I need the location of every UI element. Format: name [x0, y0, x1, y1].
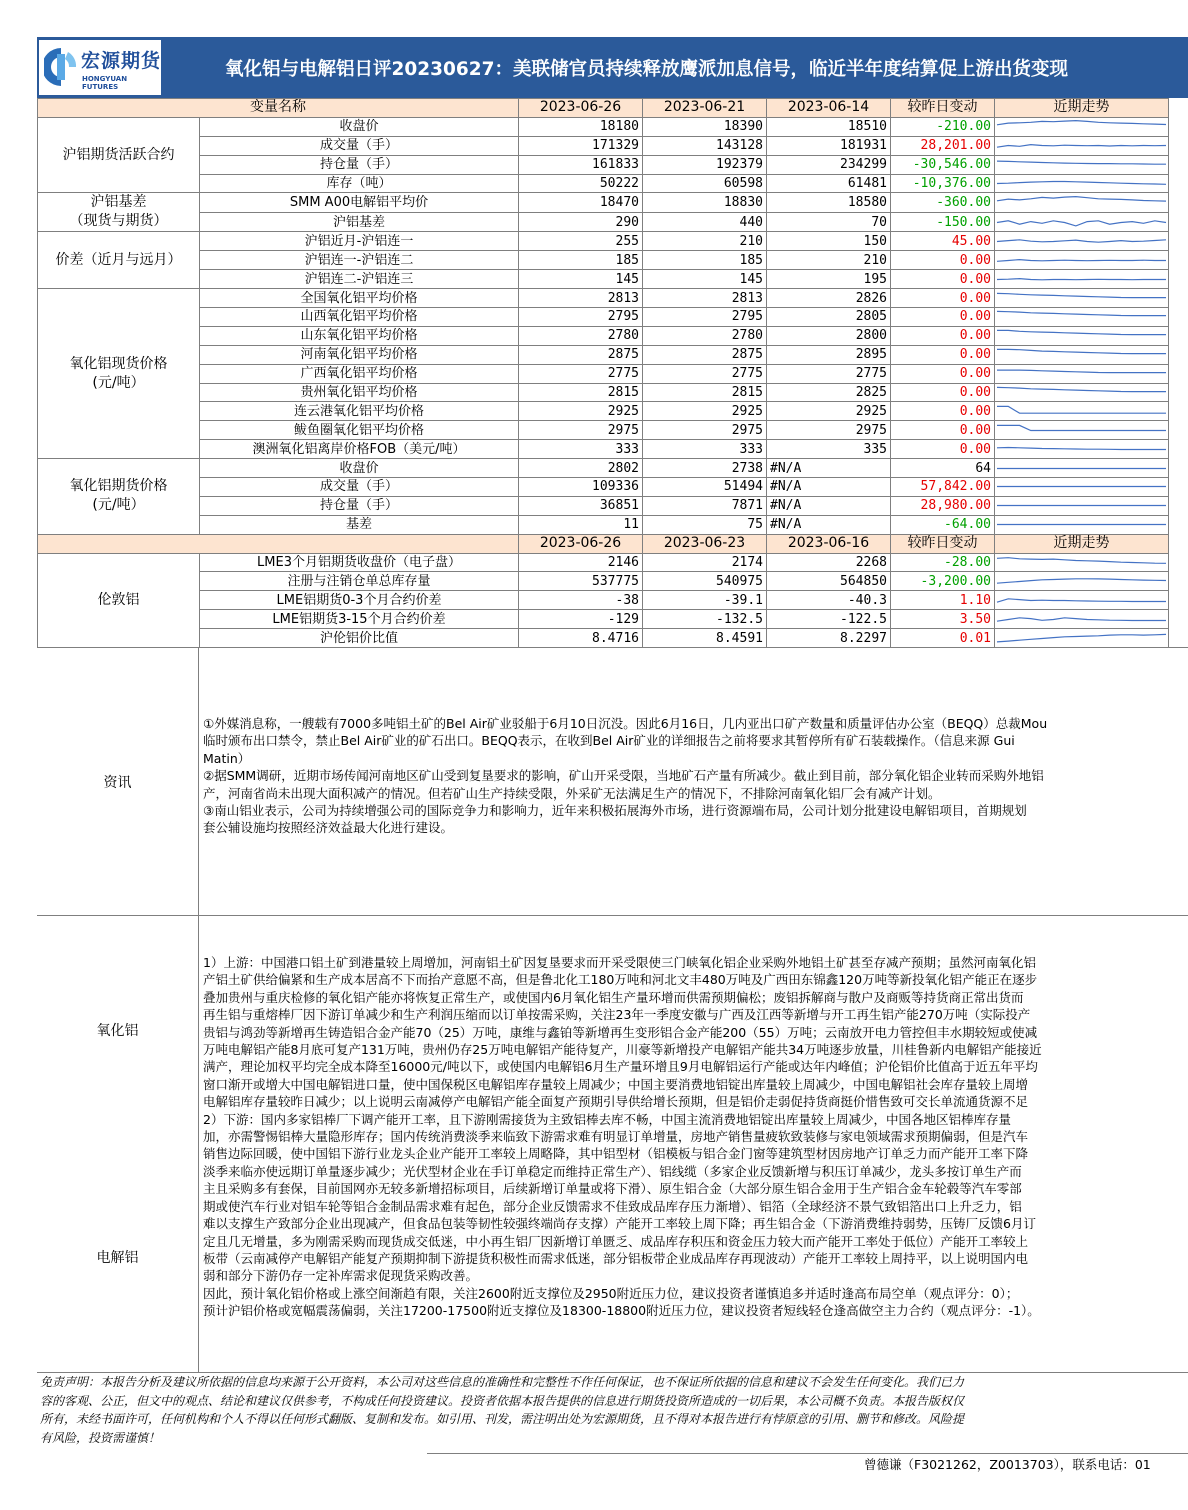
- value-cell: 36851: [519, 496, 643, 515]
- value-cell: 2775: [643, 364, 767, 383]
- header-cell: 2023-06-26: [519, 99, 643, 118]
- value-cell: 2146: [519, 553, 643, 572]
- value-cell: 70: [767, 212, 891, 232]
- value-cell: 2268: [767, 553, 891, 572]
- variable-name: 基差: [200, 515, 519, 534]
- value-cell: 234299: [767, 155, 891, 174]
- value-cell: 2795: [519, 308, 643, 327]
- value-cell: 181931: [767, 136, 891, 155]
- table-row: [38, 515, 1169, 534]
- value-cell: -40.3: [767, 591, 891, 610]
- variable-name: LME3个月铝期货收盘价（电子盘）: [200, 553, 519, 572]
- author-line: [427, 1453, 1188, 1476]
- value-cell: #N/A: [767, 515, 891, 534]
- trend-sparkline: [995, 327, 1168, 344]
- electrolytic-aluminum-label: 电解铝: [96, 1250, 139, 1266]
- variable-name: 广西氧化铝平均价格: [200, 364, 519, 383]
- value-cell: #N/A: [767, 459, 891, 478]
- value-cell: 161833: [519, 155, 643, 174]
- change-cell: 57,842.00: [891, 478, 995, 497]
- trend-sparkline: [995, 137, 1168, 154]
- value-cell: 2925: [643, 402, 767, 421]
- header-cell: 2023-06-23: [643, 534, 767, 553]
- variable-name: 成交量（手）: [200, 478, 519, 497]
- value-cell: 335: [767, 440, 891, 459]
- header-cell: 2023-06-26: [519, 534, 643, 553]
- disclaimer: 免责声明：本报告分析及建议所依据的信息均来源于公开资料，本公司对这些信息的准确性和完整性不作任何保证，也不保证所依据的信息和建议不会发生任何变化。我们已力 容的客观、公正，但文中的观点、结论和建议仅供参考，不构成任何投资建议。投资者依据本报告提供的信息进行期货投资所造成的一切后果，本公司概不负责。本报告版权仅 所有，未经书面许可，任何机构和个人不得以任何形式翻版、复制和发布。如引用、刊发，需注明出处为宏源期货，且不得对本报告进行有悖原意的引用、删节和修改。风险提 有风险，投资需谨慎！: [37, 1372, 1188, 1452]
- value-cell: 2780: [519, 326, 643, 345]
- value-cell: 18830: [643, 193, 767, 213]
- header-cell: 2023-06-14: [767, 99, 891, 118]
- trend-sparkline: [995, 271, 1168, 288]
- data-table: [37, 98, 1169, 648]
- change-cell: -30,546.00: [891, 155, 995, 174]
- trend-sparkline: [995, 573, 1168, 590]
- value-cell: 18390: [643, 117, 767, 136]
- analysis-labels: [37, 916, 199, 1372]
- trend-cell: [995, 553, 1169, 572]
- value-cell: -38: [519, 591, 643, 610]
- trend-cell: [995, 308, 1169, 327]
- value-cell: 2925: [767, 402, 891, 421]
- header-cell: 较昨日变动: [891, 534, 995, 553]
- value-cell: 290: [519, 212, 643, 232]
- variable-name: 沪铝连一-沪铝连二: [200, 251, 519, 270]
- value-cell: 210: [767, 251, 891, 270]
- value-cell: 440: [643, 212, 767, 232]
- change-cell: 0.00: [891, 251, 995, 270]
- trend-cell: [995, 270, 1169, 289]
- table-row: [38, 496, 1169, 515]
- trend-cell: [995, 155, 1169, 174]
- change-cell: -360.00: [891, 193, 995, 213]
- variable-name: 收盘价: [200, 459, 519, 478]
- trend-cell: [995, 251, 1169, 270]
- trend-cell: [995, 478, 1169, 497]
- value-cell: 2795: [643, 308, 767, 327]
- trend-cell: [995, 326, 1169, 345]
- change-cell: -3,200.00: [891, 572, 995, 591]
- trend-sparkline: [995, 252, 1168, 269]
- table-row: [38, 572, 1169, 591]
- trend-sparkline: [995, 384, 1168, 401]
- alumina-label: 氧化铝: [96, 1023, 139, 1039]
- news-section: [37, 647, 1188, 915]
- trend-cell: [995, 174, 1169, 193]
- value-cell: 7871: [643, 496, 767, 515]
- change-cell: 0.00: [891, 326, 995, 345]
- variable-name: 沪铝基差: [200, 212, 519, 232]
- value-cell: 11: [519, 515, 643, 534]
- value-cell: 61481: [767, 174, 891, 193]
- variable-name: 成交量（手）: [200, 136, 519, 155]
- trend-cell: [995, 289, 1169, 308]
- change-cell: -150.00: [891, 212, 995, 232]
- value-cell: 195: [767, 270, 891, 289]
- value-cell: 2875: [643, 345, 767, 364]
- trend-cell: [995, 496, 1169, 515]
- change-cell: 28,980.00: [891, 496, 995, 515]
- variable-name: 鲅鱼圈氧化铝平均价格: [200, 421, 519, 440]
- value-cell: 75: [643, 515, 767, 534]
- trend-sparkline: [995, 592, 1168, 609]
- value-cell: 51494: [643, 478, 767, 497]
- trend-cell: [995, 193, 1169, 213]
- table-row: [38, 591, 1169, 610]
- value-cell: 18180: [519, 117, 643, 136]
- value-cell: 540975: [643, 572, 767, 591]
- value-cell: 2875: [519, 345, 643, 364]
- group-label: 氧化铝现货价格 (元/吨）: [38, 289, 200, 459]
- header-cell: 较昨日变动: [891, 99, 995, 118]
- value-cell: -122.5: [767, 610, 891, 629]
- change-cell: -28.00: [891, 553, 995, 572]
- change-cell: 28,201.00: [891, 136, 995, 155]
- trend-cell: [995, 591, 1169, 610]
- variable-name: SMM A00电解铝平均价: [200, 193, 519, 213]
- value-cell: 60598: [643, 174, 767, 193]
- value-cell: 2975: [519, 421, 643, 440]
- change-cell: 0.01: [891, 629, 995, 648]
- change-cell: 0.00: [891, 289, 995, 308]
- variable-name: 库存（吨）: [200, 174, 519, 193]
- variable-name: 沪铝近月-沪铝连一: [200, 232, 519, 251]
- value-cell: 109336: [519, 478, 643, 497]
- change-cell: 64: [891, 459, 995, 478]
- header-cell: 近期走势: [995, 99, 1169, 118]
- value-cell: 210: [643, 232, 767, 251]
- value-cell: 564850: [767, 572, 891, 591]
- table-row: [38, 629, 1169, 648]
- table-row: [38, 136, 1169, 155]
- value-cell: 192379: [643, 155, 767, 174]
- trend-cell: [995, 459, 1169, 478]
- change-cell: 0.00: [891, 345, 995, 364]
- table-row: [38, 232, 1169, 251]
- variable-name: 河南氧化铝平均价格: [200, 345, 519, 364]
- change-cell: 0.00: [891, 402, 995, 421]
- value-cell: 2975: [643, 421, 767, 440]
- change-cell: -64.00: [891, 515, 995, 534]
- trend-cell: [995, 212, 1169, 232]
- variable-name: LME铝期货3-15个月合约价差: [200, 610, 519, 629]
- variable-name: 澳洲氧化铝离岸价格FOB（美元/吨）: [200, 440, 519, 459]
- trend-cell: [995, 629, 1169, 648]
- variable-name: 注册与注销仓单总库存量: [200, 572, 519, 591]
- trend-cell: [995, 117, 1169, 136]
- trend-sparkline: [995, 460, 1168, 477]
- change-cell: 0.00: [891, 308, 995, 327]
- table-row: [38, 193, 1169, 213]
- trend-cell: [995, 402, 1169, 421]
- value-cell: 2174: [643, 553, 767, 572]
- table-row: [38, 364, 1169, 383]
- table-row: [38, 117, 1169, 136]
- analysis-text: 1）上游：中国港口铝土矿到港量较上周增加，河南铝土矿因复垦要求而开采受限使三门峡氧化铝企业采购外地铝土矿甚至存减产预期；虽然河南氧化铝 产铝土矿供给偏紧和生产成本居高不下而抬产意愿不高，但是鲁北化工180万吨和河北文丰480万吨及广西田东锦鑫120万吨等新投氧化铝产能正在逐步 叠加贵州与重庆检修的氧化铝产能亦将恢复正常生产，或使国内6月氧化铝生产量环增而供需预期偏松；废铝拆解商与散户及商贩等持货商正常出货而 再生铝与重熔棒厂因下游订单减少和生产利润压缩而以订单按需采购，关注23年一季度安徽与广西及江西等新增与开工再生铝产能270万吨（实际投产 贵铝与鸿劲等新增再生铸造铝合金产能70（25）万吨，康维与鑫铂等新增再生变形铝合金产能200（55）万吨；云南放开电力管控但丰水期较短或使减 万吨电解铝产能8月底可复产131万吨，贵州仍存25万吨电解铝产能待复产，川豪等新增投产电解铝产能共34万吨逐步放量，川桂鲁新内电解铝产能接近 满产，理论加权平均完全成本降至16000元/吨以下，或使国内电解铝6月生产量环增且9月电解铝运行产能或达年内峰值；沪伦铝价比值高于近五年平均 窗口渐开或增大中国电解铝进口量，使中国保税区电解铝库存量较上周减少；中国主要消费地铝锭出库量较上周减少，中国电解铝社会库存量较上周增 电解铝库存量较昨日减少；以上说明云南减停产电解铝产能全面复产预期引导供给增长预期，但是铝价走弱促持货商挺价惜售致可交长单流通货源不足 2）下游：国内多家铝棒厂下调产能开工率，且下游刚需接货为主致铝棒去库不畅，中国主流消费地铝锭出库量较上周减少，中国各地区铝棒库存量 加，亦需警惕铝棒大量隐形库存；国内传统消费淡季来临致下游需求难有明显订单增量，房地产销售量疲软致装修与家电领域需求预期偏弱，但是汽车 销售边际回暖，使中国铝下游行业龙头企业产能开工率较上周略降，其中铝型材（铝模板与铝合金门窗等建筑型材因房地产订单乏力而产能开工率下降 淡季来临亦使远期订单量逐步减少；光伏型材企业在手订单稳定而维持正常生产）、铝线缆（多家企业反馈新增与积压订单减少，龙头多按订单生产而 主且采购多有套保，目前国网亦无较多新增招标项目，后续新增订单量或将下滑）、原生铝合金（大部分原生铝合金用于生产铝合金车轮毂等汽车零部 期或使汽车行业对铝车轮等铝合金制品需求难有起色，部分企业反馈需求不佳致成品库存压力渐增）、铝箔（全球经济不景气致铝箔出口上升乏力，铝 难以支撑生产致部分企业出现减产，但食品包装等韧性较强终端尚存支撑）产能开工率较上周下降；再生铝合金（下游消费维持弱势，压铸厂反馈6月订 定且几无增量，多为刚需采购而现货成交低迷，中小再生铝厂因新增订单匮乏、成品库存积压和资金压力较大而产能开工率处于低位）产能开工率较上 板带（云南减停产电解铝产能复产预期抑制下游提货积极性而需求低迷，部分铝板带企业成品库存再现波动）产能开工率较上周持平，以上说明国内电 弱和部分下游仍存一定补库需求促现货采购改善。 因此，预计氧化铝价格或上涨空间渐趋有限，关注2600附近支撑位及2950附近压力位，建议投资者谨慎追多并适时逢高布局空单（观点评分：0）； 预计沪铝价格或宽幅震荡偏弱，关注17200-17500附近支撑位及18300-18800附近压力位，建议投资者短线轻仓逢高做空主力合约（观点评分：-1）。: [203, 955, 1042, 1319]
- report-header: [37, 37, 1188, 98]
- table-row: [38, 345, 1169, 364]
- value-cell: 2813: [519, 289, 643, 308]
- value-cell: 2815: [519, 383, 643, 402]
- trend-sparkline: [995, 346, 1168, 363]
- change-cell: 0.00: [891, 383, 995, 402]
- trend-sparkline: [995, 441, 1168, 458]
- group-label: 沪铝基差 （现货与期货）: [38, 193, 200, 232]
- value-cell: 18580: [767, 193, 891, 213]
- value-cell: #N/A: [767, 478, 891, 497]
- trend-cell: [995, 383, 1169, 402]
- variable-name: 收盘价: [200, 117, 519, 136]
- value-cell: 185: [519, 251, 643, 270]
- variable-name: 山东氧化铝平均价格: [200, 326, 519, 345]
- value-cell: 150: [767, 232, 891, 251]
- report-sheet: [37, 37, 1188, 1477]
- trend-sparkline: [995, 214, 1168, 231]
- group-label: 伦敦铝: [38, 553, 200, 647]
- value-cell: 2775: [767, 364, 891, 383]
- trend-cell: [995, 610, 1169, 629]
- trend-sparkline: [995, 403, 1168, 420]
- change-cell: 45.00: [891, 232, 995, 251]
- value-cell: 2813: [643, 289, 767, 308]
- table-row: [38, 251, 1169, 270]
- variable-name: 山西氧化铝平均价格: [200, 308, 519, 327]
- change-cell: 1.10: [891, 591, 995, 610]
- trend-sparkline: [995, 308, 1168, 325]
- value-cell: 255: [519, 232, 643, 251]
- logo: [39, 40, 161, 95]
- trend-cell: [995, 136, 1169, 155]
- trend-sparkline: [995, 422, 1168, 439]
- value-cell: 2802: [519, 459, 643, 478]
- value-cell: 333: [519, 440, 643, 459]
- table-row: [38, 270, 1169, 289]
- value-cell: 18470: [519, 193, 643, 213]
- variable-name: 全国氧化铝平均价格: [200, 289, 519, 308]
- value-cell: 2825: [767, 383, 891, 402]
- header-cell: 2023-06-21: [643, 99, 767, 118]
- group-label: 氧化铝期货价格 (元/吨）: [38, 459, 200, 535]
- table-row: [38, 383, 1169, 402]
- value-cell: -132.5: [643, 610, 767, 629]
- value-cell: #N/A: [767, 496, 891, 515]
- trend-cell: [995, 440, 1169, 459]
- value-cell: 333: [643, 440, 767, 459]
- change-cell: -10,376.00: [891, 174, 995, 193]
- trend-cell: [995, 515, 1169, 534]
- change-cell: 0.00: [891, 270, 995, 289]
- value-cell: 2826: [767, 289, 891, 308]
- table-row: [38, 326, 1169, 345]
- value-cell: 185: [643, 251, 767, 270]
- variable-name: 持仓量（手）: [200, 496, 519, 515]
- change-cell: 0.00: [891, 421, 995, 440]
- change-cell: 3.50: [891, 610, 995, 629]
- variable-name: 贵州氧化铝平均价格: [200, 383, 519, 402]
- change-cell: -210.00: [891, 117, 995, 136]
- value-cell: 8.2297: [767, 629, 891, 648]
- trend-cell: [995, 421, 1169, 440]
- hongyuan-logo-icon: [44, 46, 78, 88]
- value-cell: 2738: [643, 459, 767, 478]
- value-cell: 143128: [643, 136, 767, 155]
- value-cell: 2925: [519, 402, 643, 421]
- value-cell: 2780: [643, 326, 767, 345]
- value-cell: 50222: [519, 174, 643, 193]
- value-cell: 2815: [643, 383, 767, 402]
- trend-sparkline: [995, 156, 1168, 173]
- trend-sparkline: [995, 290, 1168, 307]
- header-cell: 变量名称: [38, 99, 519, 118]
- report-title: 氧化铝与电解铝日评20230627：美联储官员持续释放鹰派加息信号，临近半年度结算促上游出货变现: [225, 59, 1068, 80]
- trend-cell: [995, 232, 1169, 251]
- trend-sparkline: [995, 118, 1168, 135]
- table-row: [38, 289, 1169, 308]
- header-cell: 2023-06-16: [767, 534, 891, 553]
- table-header-row: [38, 99, 1169, 118]
- table-row: [38, 155, 1169, 174]
- analysis-section: [37, 915, 1188, 1372]
- value-cell: 8.4591: [643, 629, 767, 648]
- trend-sparkline: [995, 194, 1168, 211]
- table-row: [38, 553, 1169, 572]
- value-cell: 2975: [767, 421, 891, 440]
- header-cell: [38, 534, 519, 553]
- trend-sparkline: [995, 233, 1168, 250]
- table-row: [38, 610, 1169, 629]
- table-row: [38, 421, 1169, 440]
- author-text: 曾德谦（F3021262，Z0013703），联系电话：01: [864, 1457, 1151, 1472]
- value-cell: 2895: [767, 345, 891, 364]
- value-cell: 8.4716: [519, 629, 643, 648]
- table-row: [38, 174, 1169, 193]
- value-cell: 145: [519, 270, 643, 289]
- change-cell: 0.00: [891, 440, 995, 459]
- trend-cell: [995, 364, 1169, 383]
- news-label: 资讯: [37, 648, 199, 915]
- table-row: [38, 402, 1169, 421]
- value-cell: -129: [519, 610, 643, 629]
- header-cell: 近期走势: [995, 534, 1169, 553]
- variable-name: 沪铝连二-沪铝连三: [200, 270, 519, 289]
- trend-sparkline: [995, 478, 1168, 495]
- variable-name: 连云港氧化铝平均价格: [200, 402, 519, 421]
- table-row: [38, 440, 1169, 459]
- table-row: [38, 459, 1169, 478]
- trend-sparkline: [995, 497, 1168, 514]
- variable-name: 沪伦铝价比值: [200, 629, 519, 648]
- variable-name: 持仓量（手）: [200, 155, 519, 174]
- table-row: [38, 212, 1169, 232]
- value-cell: 537775: [519, 572, 643, 591]
- trend-cell: [995, 345, 1169, 364]
- trend-sparkline: [995, 611, 1168, 628]
- value-cell: 171329: [519, 136, 643, 155]
- table-row: [38, 308, 1169, 327]
- trend-sparkline: [995, 175, 1168, 192]
- value-cell: 18510: [767, 117, 891, 136]
- trend-sparkline: [995, 516, 1168, 533]
- logo-english-text: HONGYUAN FUTURES: [82, 75, 128, 91]
- variable-name: LME铝期货0-3个月合约价差: [200, 591, 519, 610]
- value-cell: -39.1: [643, 591, 767, 610]
- table-row: [38, 478, 1169, 497]
- change-cell: 0.00: [891, 364, 995, 383]
- value-cell: 2775: [519, 364, 643, 383]
- value-cell: 2800: [767, 326, 891, 345]
- trend-sparkline: [995, 365, 1168, 382]
- news-text: ①外媒消息称，一艘载有7000多吨铝土矿的Bel Air矿业驳船于6月10日沉没。因此6月16日，几内亚出口矿产数量和质量评估办公室（BEQQ）总裁Mou 临时颁布出口禁令，禁止Bel Air矿业的矿石出口。BEQQ表示，在收到Bel Air矿业的详细报告之前将要求其暂停所有矿石装载操作。（信息来源 Gui Matin） ②据SMM调研，近期市场传闻河南地区矿山受到复垦要求的影响，矿山开采受限，当地矿石产量有所减少。截止到目前，部分氧化铝企业转而采购外地铝 产，河南省尚未出现大面积减产的情况。但若矿山生产持续受限，外采矿无法满足生产的情况下，不排除河南氧化铝厂会有减产计划。 ③南山铝业表示，公司为持续增强公司的国际竞争力和影响力，近年来积极拓展海外市场，进行资源端布局，公司计划分批建设电解铝项目，首期规划 套公辅设施均按照经济效益最大化进行建设。: [203, 716, 1048, 836]
- trend-cell: [995, 572, 1169, 591]
- group-label: 沪铝期货活跃合约: [38, 117, 200, 193]
- table-header-row: [38, 534, 1169, 553]
- value-cell: 2805: [767, 308, 891, 327]
- trend-sparkline: [995, 554, 1168, 571]
- group-label: 价差（近月与远月）: [38, 232, 200, 289]
- value-cell: 145: [643, 270, 767, 289]
- trend-sparkline: [995, 630, 1168, 647]
- logo-chinese-text: 宏源期货: [81, 50, 162, 72]
